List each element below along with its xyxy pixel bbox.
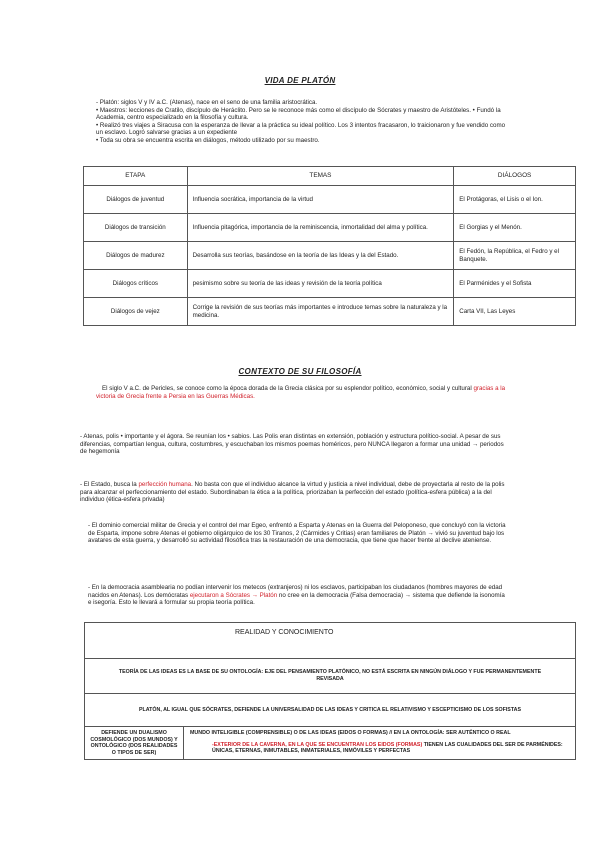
table-row bbox=[85, 694, 576, 727]
intro-list bbox=[96, 99, 506, 145]
teoria-ideas-cell: TEORÍA DE LAS IDEAS ES LA BASE DE SU ONTOLOGÍA: EJE DEL PENSAMIENTO PLATÓNICO, NO ESTÁ ESCRITA EN NINGÚN DIÁLOGO Y FUE PERMANENTEMENTE REVISADA bbox=[85, 659, 576, 694]
column-header-dialogos: DIÁLOGOS bbox=[454, 167, 576, 186]
paragraph-peloponeso: - El dominio comercial militar de Grecia y el control del mar Egeo, enfrentó a Esparta y Atenas en la Guerra del Peloponeso, que concluyó con la victoria de Esparta, impone sobre Atenas el gobierno oligárquico de los 30 Tiranos, 2 (Cármides y Critias) eran familiares de Platón → vivió su juventud bajo los avatares de esta guerra, y desarrolló su actividad filosófica tras la restauración de una democracia, que tiene que hacer frente al declive ateniense. bbox=[88, 522, 506, 545]
etapa-cell: Diálogos de transición bbox=[84, 214, 188, 242]
etapa-cell: Diálogos críticos bbox=[84, 270, 188, 298]
etapas-table bbox=[83, 166, 576, 326]
table-row bbox=[85, 623, 576, 659]
section-title-contexto: CONTEXTO DE SU FILOSOFÍA bbox=[238, 367, 362, 376]
highlight-text: ejecutaron a Sócrates → Platón bbox=[189, 591, 278, 599]
dialogos-cell: El Fedón, la República, el Fedro y el Banquete. bbox=[454, 242, 576, 270]
paragraph-text: TIENEN LAS CUALIDADES DEL SER DE PARMÉNIDES: ÚNICAS, ETERNAS, INMUTABLES, INMATERIALES, INMÓVILES Y PERFECTAS bbox=[212, 741, 563, 755]
highlight-text: gracias a la victoria de Grecia frente a Persia en las Guerras Médicas. bbox=[96, 385, 506, 400]
etapa-cell: Diálogos de juventud bbox=[84, 186, 188, 214]
paragraph-atenas: - Atenas, polis • importante y el ágora. Se reunían los • sabios. Las Polis eran distintas en extensión, población y estructura político-social. A pesar de sus diferencias, compartían lengua, cultura, costumbres, y escuchaban los mismos poemas homéricos, pero NUNCA llegaron a formar una unidad → periodos de hegemonía bbox=[80, 433, 504, 456]
table-row bbox=[85, 659, 576, 694]
temas-cell: Influencia socrática, importancia de la virtud bbox=[187, 186, 454, 214]
dialogos-cell: El Parménides y el Sofista bbox=[454, 270, 576, 298]
dialogos-cell: El Gorgias y el Menón. bbox=[454, 214, 576, 242]
mundo-inteligible-text: MUNDO INTELIGIBLE (COMPRENSIBLE) O DE LAS IDEAS (EIDOS O FORMAS) // EN LA ONTOLOGÍA: SER AUTÉNTICO O REAL bbox=[190, 730, 511, 736]
temas-cell: Desarrolla sus teorías, basándose en la teoría de las Ideas y la del Estado. bbox=[187, 242, 454, 270]
table-row bbox=[84, 298, 576, 326]
page-title: VIDA DE PLATÓN bbox=[264, 76, 336, 85]
dialogos-cell: El Protágoras, el Lisis o el Ion. bbox=[454, 186, 576, 214]
temas-cell: pesimismo sobre su teoría de las ideas y revisión de la teoría política bbox=[187, 270, 454, 298]
etapa-cell: Diálogos de vejez bbox=[84, 298, 188, 326]
dualismo-cell: DEFIENDE UN DUALISMO COSMOLÓGICO (DOS MUNDOS) Y ONTOLÓGICO (DOS REALIDADES O TIPOS DE SER) bbox=[85, 727, 184, 760]
table-row bbox=[85, 727, 576, 760]
table-row bbox=[84, 242, 576, 270]
table-row bbox=[84, 214, 576, 242]
highlight-text: perfección humana bbox=[138, 481, 192, 488]
intro-item: - Platón: siglos V y IV a.C. (Atenas), nace en el seno de una familia aristocrática. bbox=[96, 99, 318, 106]
realidad-header: REALIDAD Y CONOCIMIENTO bbox=[85, 623, 576, 659]
intro-item: • Realizó tres viajes a Siracusa con la esperanza de llevar a la práctica su ideal político. Los 3 intentos fracasaron, lo traicionaron y fue vendido como un esclavo. Logró salvarse gracias a un expediente bbox=[96, 121, 506, 137]
table-header-row bbox=[84, 167, 576, 186]
paragraph-text: - En la democracia asamblearia no podían intervenir los metecos (extranjeros) ni los esclavos, participaban los ciudadanos (hombres mayores de edad nacidos en Atenas). Los demócratas bbox=[88, 584, 503, 599]
table-row bbox=[84, 186, 576, 214]
mundo-inteligible-cell bbox=[184, 727, 576, 760]
universalidad-cell: PLATÓN, AL IGUAL QUE SÓCRATES, DEFIENDE LA UNIVERSALIDAD DE LAS IDEAS Y CRITICA EL RELATIVISMO Y ESCEPTICISMO DE LOS SOFISTAS bbox=[85, 694, 576, 727]
intro-item: • Maestros: lecciones de Cratilo, discípulo de Heráclito. Pero se le reconoce más como el discípulo de Sócrates y maestro de Aristóteles. • Fundó la Academia, centro especializado en la filosofía y cultura. bbox=[96, 106, 501, 122]
realidad-table bbox=[84, 622, 576, 760]
column-header-temas: TEMAS bbox=[187, 167, 454, 186]
temas-cell: Corrige la revisión de sus teorías más importantes e introduce temas sobre la naturaleza y la medicina. bbox=[187, 298, 454, 326]
paragraph-text: . No basta con que el individuo alcance la virtud y justicia a nivel individual, debe de proyectarla al resto de la polis para alcanzar el perfeccionamiento del estado. Subordinaban la ética a la política, priorizaban la perfección del estado (política-esfera pública) a la del individuo (ética-esfera privada) bbox=[80, 481, 505, 504]
paragraph-pericles bbox=[96, 385, 506, 400]
intro-item: • Toda su obra se encuentra escrita en diálogos, método utilizado por su maestro. bbox=[96, 136, 320, 144]
paragraph-text: El siglo V a.C. de Pericles, se conoce como la época dorada de la Grecia clásica por su esplendor político, económico, social y cultural bbox=[102, 385, 474, 392]
paragraph-estado bbox=[80, 481, 505, 504]
paragraph-text: - El Estado, busca la bbox=[80, 481, 139, 488]
highlight-text: -EXTERIOR DE LA CAVERNA, EN LA QUE SE ENCUENTRAN LOS EIDOS (FORMAS) bbox=[212, 741, 423, 748]
paragraph-text: no cree en la democracia (Falsa democracia) → sistema que defiende la isonomía e isegoría. Esto le llevará a formular su propia teoría política. bbox=[88, 591, 505, 607]
dialogos-cell: Carta VII, Las Leyes bbox=[454, 298, 576, 326]
temas-cell: Influencia pitagórica, importancia de la reminiscencia, inmortalidad del alma y política. bbox=[187, 214, 454, 242]
paragraph-democracia bbox=[88, 584, 508, 607]
table-row bbox=[84, 270, 576, 298]
etapa-cell: Diálogos de madurez bbox=[84, 242, 188, 270]
caverna-text bbox=[190, 742, 569, 755]
column-header-etapa: ETAPA bbox=[84, 167, 188, 186]
